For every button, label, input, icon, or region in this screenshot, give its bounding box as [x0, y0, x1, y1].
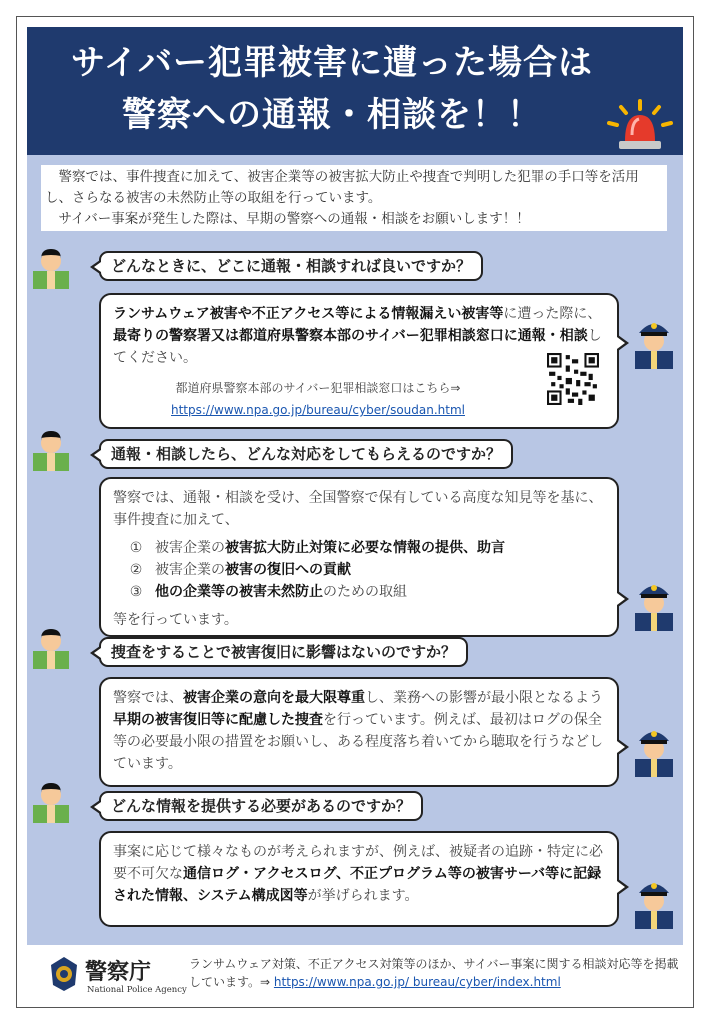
list-item-number: ③ [129, 584, 143, 600]
answer-1-bold-1: ランサムウェア被害や不正アクセス等による情報漏えい被害等 [113, 306, 504, 322]
answer-2-lead: 警察では、通報・相談を受け、全国警察で保有している高度な知見等を基に、事件捜査に加えて、 [113, 490, 603, 528]
consultation-link[interactable]: https://www.npa.go.jp/bureau/cyber/soudan.html [171, 403, 465, 417]
poster [16, 16, 694, 1008]
answer-4-bold-1: 通信ログ・アクセスログ、不正プログラム等の被害サーバ等に記録された情報、システム構成図等 [113, 866, 602, 904]
person-icon [31, 779, 71, 823]
list-item-bold: 他の企業等の被害未然防止 [155, 584, 323, 600]
list-item-text: 被害企業の [155, 562, 225, 578]
answer-3-bold-2: 早期の被害復旧等に配慮した捜査 [113, 712, 323, 728]
intro-paragraph-1: 警察では、事件捜査に加えて、被害企業等の被害拡大防止や捜査で判明した犯罪の手口等を活用し、さらなる被害の未然防止等の取組を行っています。 [45, 169, 639, 206]
police-officer-icon [631, 313, 677, 369]
agency-name-en: National Police Agency [87, 985, 187, 995]
answer-3-text-1: 警察では、 [113, 690, 183, 706]
question-bubble-1: どんなときに、どこに通報・相談すれば良いですか？ [99, 251, 483, 281]
list-item-number: ② [129, 562, 143, 578]
police-officer-icon [631, 721, 677, 777]
intro-box [41, 165, 667, 231]
title-line-1: サイバー犯罪被害に遭った場合は [71, 43, 593, 83]
siren-icon [603, 97, 677, 153]
answer-bubble-3 [99, 677, 619, 787]
answer-3-bold-1: 被害企業の意向を最大限尊重 [183, 690, 365, 706]
list-item-number: ① [129, 540, 143, 556]
header-banner [27, 27, 683, 155]
answer-bubble-4 [99, 831, 619, 927]
police-officer-icon [631, 575, 677, 631]
footer-text [189, 955, 679, 991]
question-bubble-2: 通報・相談したら、どんな対応をしてもらえるのですか？ [99, 439, 513, 469]
police-emblem-icon [47, 955, 81, 993]
answer-2-list [113, 537, 605, 603]
question-bubble-4: どんな情報を提供する必要があるのですか？ [99, 791, 423, 821]
answer-3-text-2: し、業務への影響が最小限となるよう [365, 690, 603, 706]
answer-3-text-3: を行っています。例えば、最初はログの保全等の必要最小限の措置をお願いし、ある程度落ち着いてから聴取を行うなどしています。 [113, 712, 603, 772]
footer-link[interactable]: https://www.npa.go.jp/ bureau/cyber/index.html [273, 975, 561, 989]
list-item [127, 537, 605, 559]
title-line-2: 警察への通報・相談を！！ [122, 95, 542, 135]
list-item [127, 581, 605, 603]
footer-description: ランサムウェア対策、不正アクセス対策等のほか、サイバー事案に関する相談対応等を掲載しています。⇒ [189, 957, 679, 989]
intro-paragraph-2: サイバー事案が発生した際は、早期の警察への通報・相談をお願いします！！ [58, 211, 530, 227]
answer-2-tail: 等を行っています。 [113, 612, 238, 628]
list-item [127, 559, 605, 581]
qr-code[interactable] [547, 353, 599, 405]
person-icon [31, 245, 71, 289]
answer-bubble-1 [99, 293, 619, 429]
police-officer-icon [631, 873, 677, 929]
answer-bubble-2 [99, 477, 619, 637]
consultation-note: 都道府県警察本部のサイバー犯罪相談窓口はこちら⇒ [175, 381, 461, 395]
list-item-bold: 被害の復旧への貢献 [225, 562, 351, 578]
agency-name: 警察庁 [85, 959, 152, 985]
answer-4-text-2: が挙げられます。 [307, 888, 419, 904]
person-icon [31, 427, 71, 471]
content-panel [27, 155, 683, 945]
person-icon [31, 625, 71, 669]
footer [27, 945, 683, 1003]
answer-1-bold-2: 最寄りの警察署又は都道府県警察本部のサイバー犯罪相談窓口に通報・相談 [113, 328, 588, 344]
list-item-text: 被害企業の [155, 540, 225, 556]
list-item-text: のための取組 [323, 584, 407, 600]
answer-1-text-1: に遭った際に、 [503, 306, 602, 322]
answer-4-text-1: 事案に応じて様々なものが考えられますが、例えば、被疑者の追跡・特定に必要不可欠な [113, 844, 603, 882]
answer-1-text-2: してください。 [113, 328, 602, 366]
question-bubble-3: 捜査をすることで被害復旧に影響はないのですか？ [99, 637, 468, 667]
list-item-bold: 被害拡大防止対策に必要な情報の提供、助言 [225, 540, 505, 556]
